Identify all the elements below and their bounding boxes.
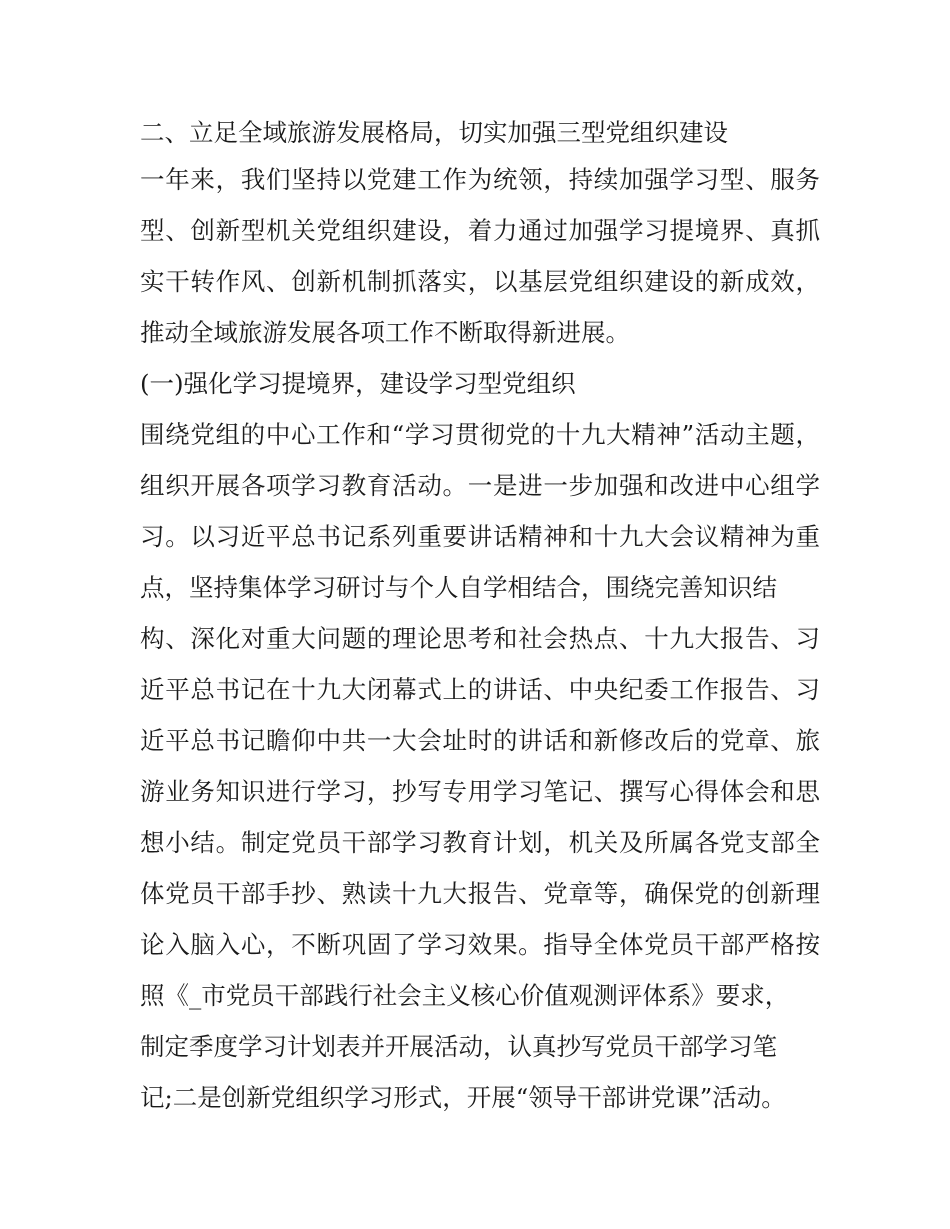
subsection-heading: (一)强化学习提境界，建设学习型党组织 — [140, 369, 576, 398]
paragraph-line: 围绕党组的中心工作和“学习贯彻党的十九大精神”活动主题， — [140, 420, 820, 449]
paragraph-line: 游业务知识进行学习，抄写专用学习笔记、撰写心得体会和思 — [140, 777, 820, 806]
document-body — [140, 112, 820, 1123]
paragraph-line: 点，坚持集体学习研讨与个人自学相结合，围绕完善知识结 — [140, 573, 777, 602]
paragraph-line: 推动全域旅游发展各项工作不断取得新进展。 — [140, 318, 630, 347]
paragraph-line: 照《_市党员干部践行社会主义核心价值观测评体系》要求， — [140, 981, 790, 1010]
paragraph-line: 近平总书记瞻仰中共一大会址时的讲话和新修改后的党章、旅 — [140, 726, 820, 755]
paragraph-line: 实干转作风、创新机制抓落实，以基层党组织建设的新成效， — [140, 267, 820, 296]
paragraph-line: 构、深化对重大问题的理论思考和社会热点、十九大报告、习 — [140, 624, 820, 653]
paragraph-line: 体党员干部手抄、熟读十九大报告、党章等，确保党的创新理 — [140, 879, 820, 908]
paragraph-line: 制定季度学习计划表并开展活动，认真抄写党员干部学习笔 — [140, 1032, 777, 1061]
paragraph-line: 组织开展各项学习教育活动。一是进一步加强和改进中心组学 — [140, 471, 820, 500]
paragraph-line: 一年来，我们坚持以党建工作为统领，持续加强学习型、服务 — [140, 165, 820, 194]
section-heading: 二、立足全域旅游发展格局，切实加强三型党组织建设 — [140, 118, 728, 147]
paragraph-line: 近平总书记在十九大闭幕式上的讲话、中央纪委工作报告、习 — [140, 675, 820, 704]
paragraph-line: 型、创新型机关党组织建设，着力通过加强学习提境界、真抓 — [140, 216, 820, 245]
paragraph-line: 记;二是创新党组织学习形式，开展“领导干部讲党课”活动。 — [140, 1083, 786, 1112]
paragraph-line: 习。以习近平总书记系列重要讲话精神和十九大会议精神为重 — [140, 522, 820, 551]
paragraph-line: 想小结。制定党员干部学习教育计划，机关及所属各党支部全 — [140, 828, 820, 857]
paragraph-line: 论入脑入心，不断巩固了学习效果。指导全体党员干部严格按 — [140, 930, 820, 959]
